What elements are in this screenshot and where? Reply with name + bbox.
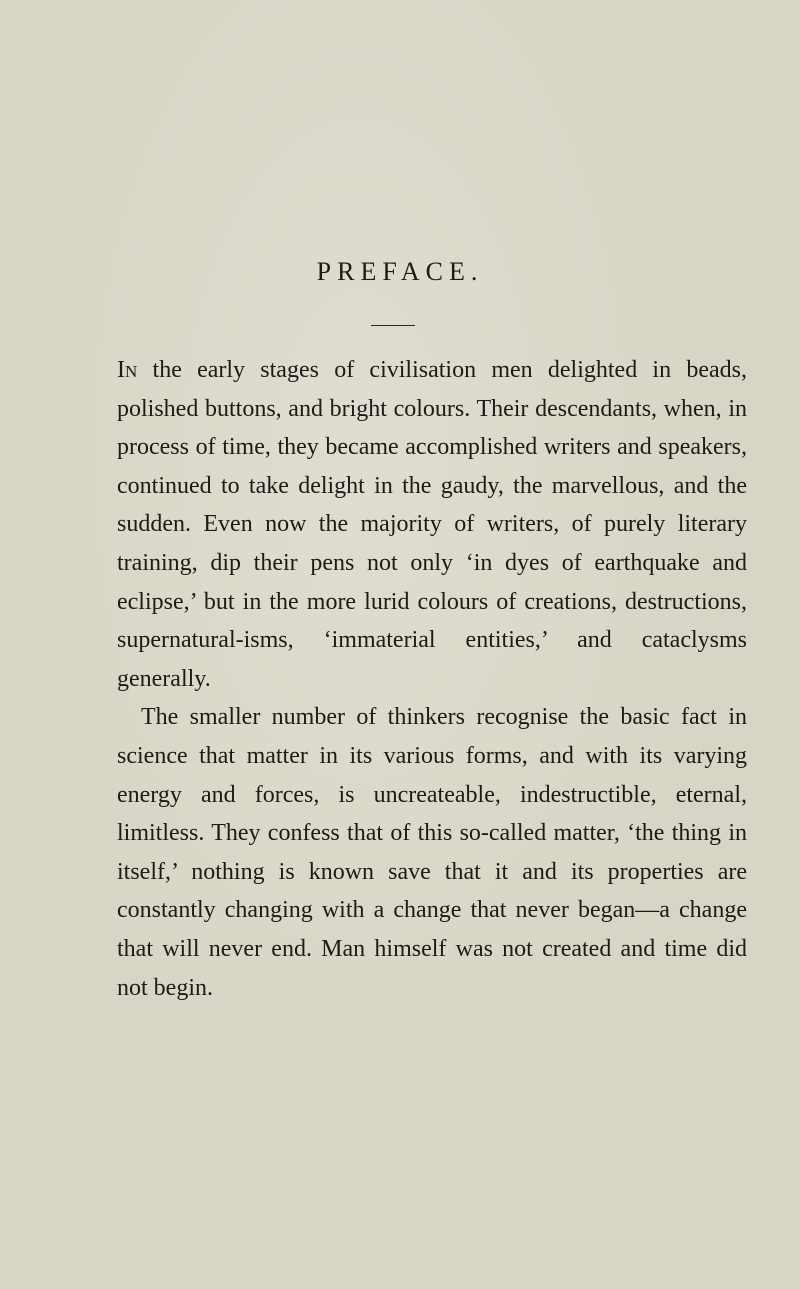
paragraph-2-text: The smaller number of thinkers recognise the basic fact in science that matter in its various forms, and with its varying energy and forces, is uncreateable, indestructible, eternal, limitless. They confess that of this so-called matter, ‘the thing in itself,’ nothing is known save that it and its properties are constantly changing with a change that never began—a change that will never end. Man himself was not created and time did not begin. — [117, 704, 747, 1001]
page-title: PREFACE. — [316, 257, 484, 286]
title-divider — [371, 325, 415, 326]
paragraph-1-lead: In — [117, 357, 138, 383]
preface-body — [117, 351, 747, 1007]
paragraph-1-text: the early stages of civilisation men delighted in beads, polished buttons, and bright colours. Their descendants, when, in process of time, they became accomplished writers and speakers, continued to take delight in the gaudy, the marvellous, and the sudden. Even now the majority of writers, of purely literary training, dip their pens not only ‘in dyes of earthquake and eclipse,’ but in the more lurid colours of creations, destructions, supernatural-isms, ‘immaterial entities,’ and cataclysms generally. — [117, 357, 747, 692]
paragraph-1 — [117, 351, 747, 698]
paragraph-2 — [117, 698, 747, 1007]
